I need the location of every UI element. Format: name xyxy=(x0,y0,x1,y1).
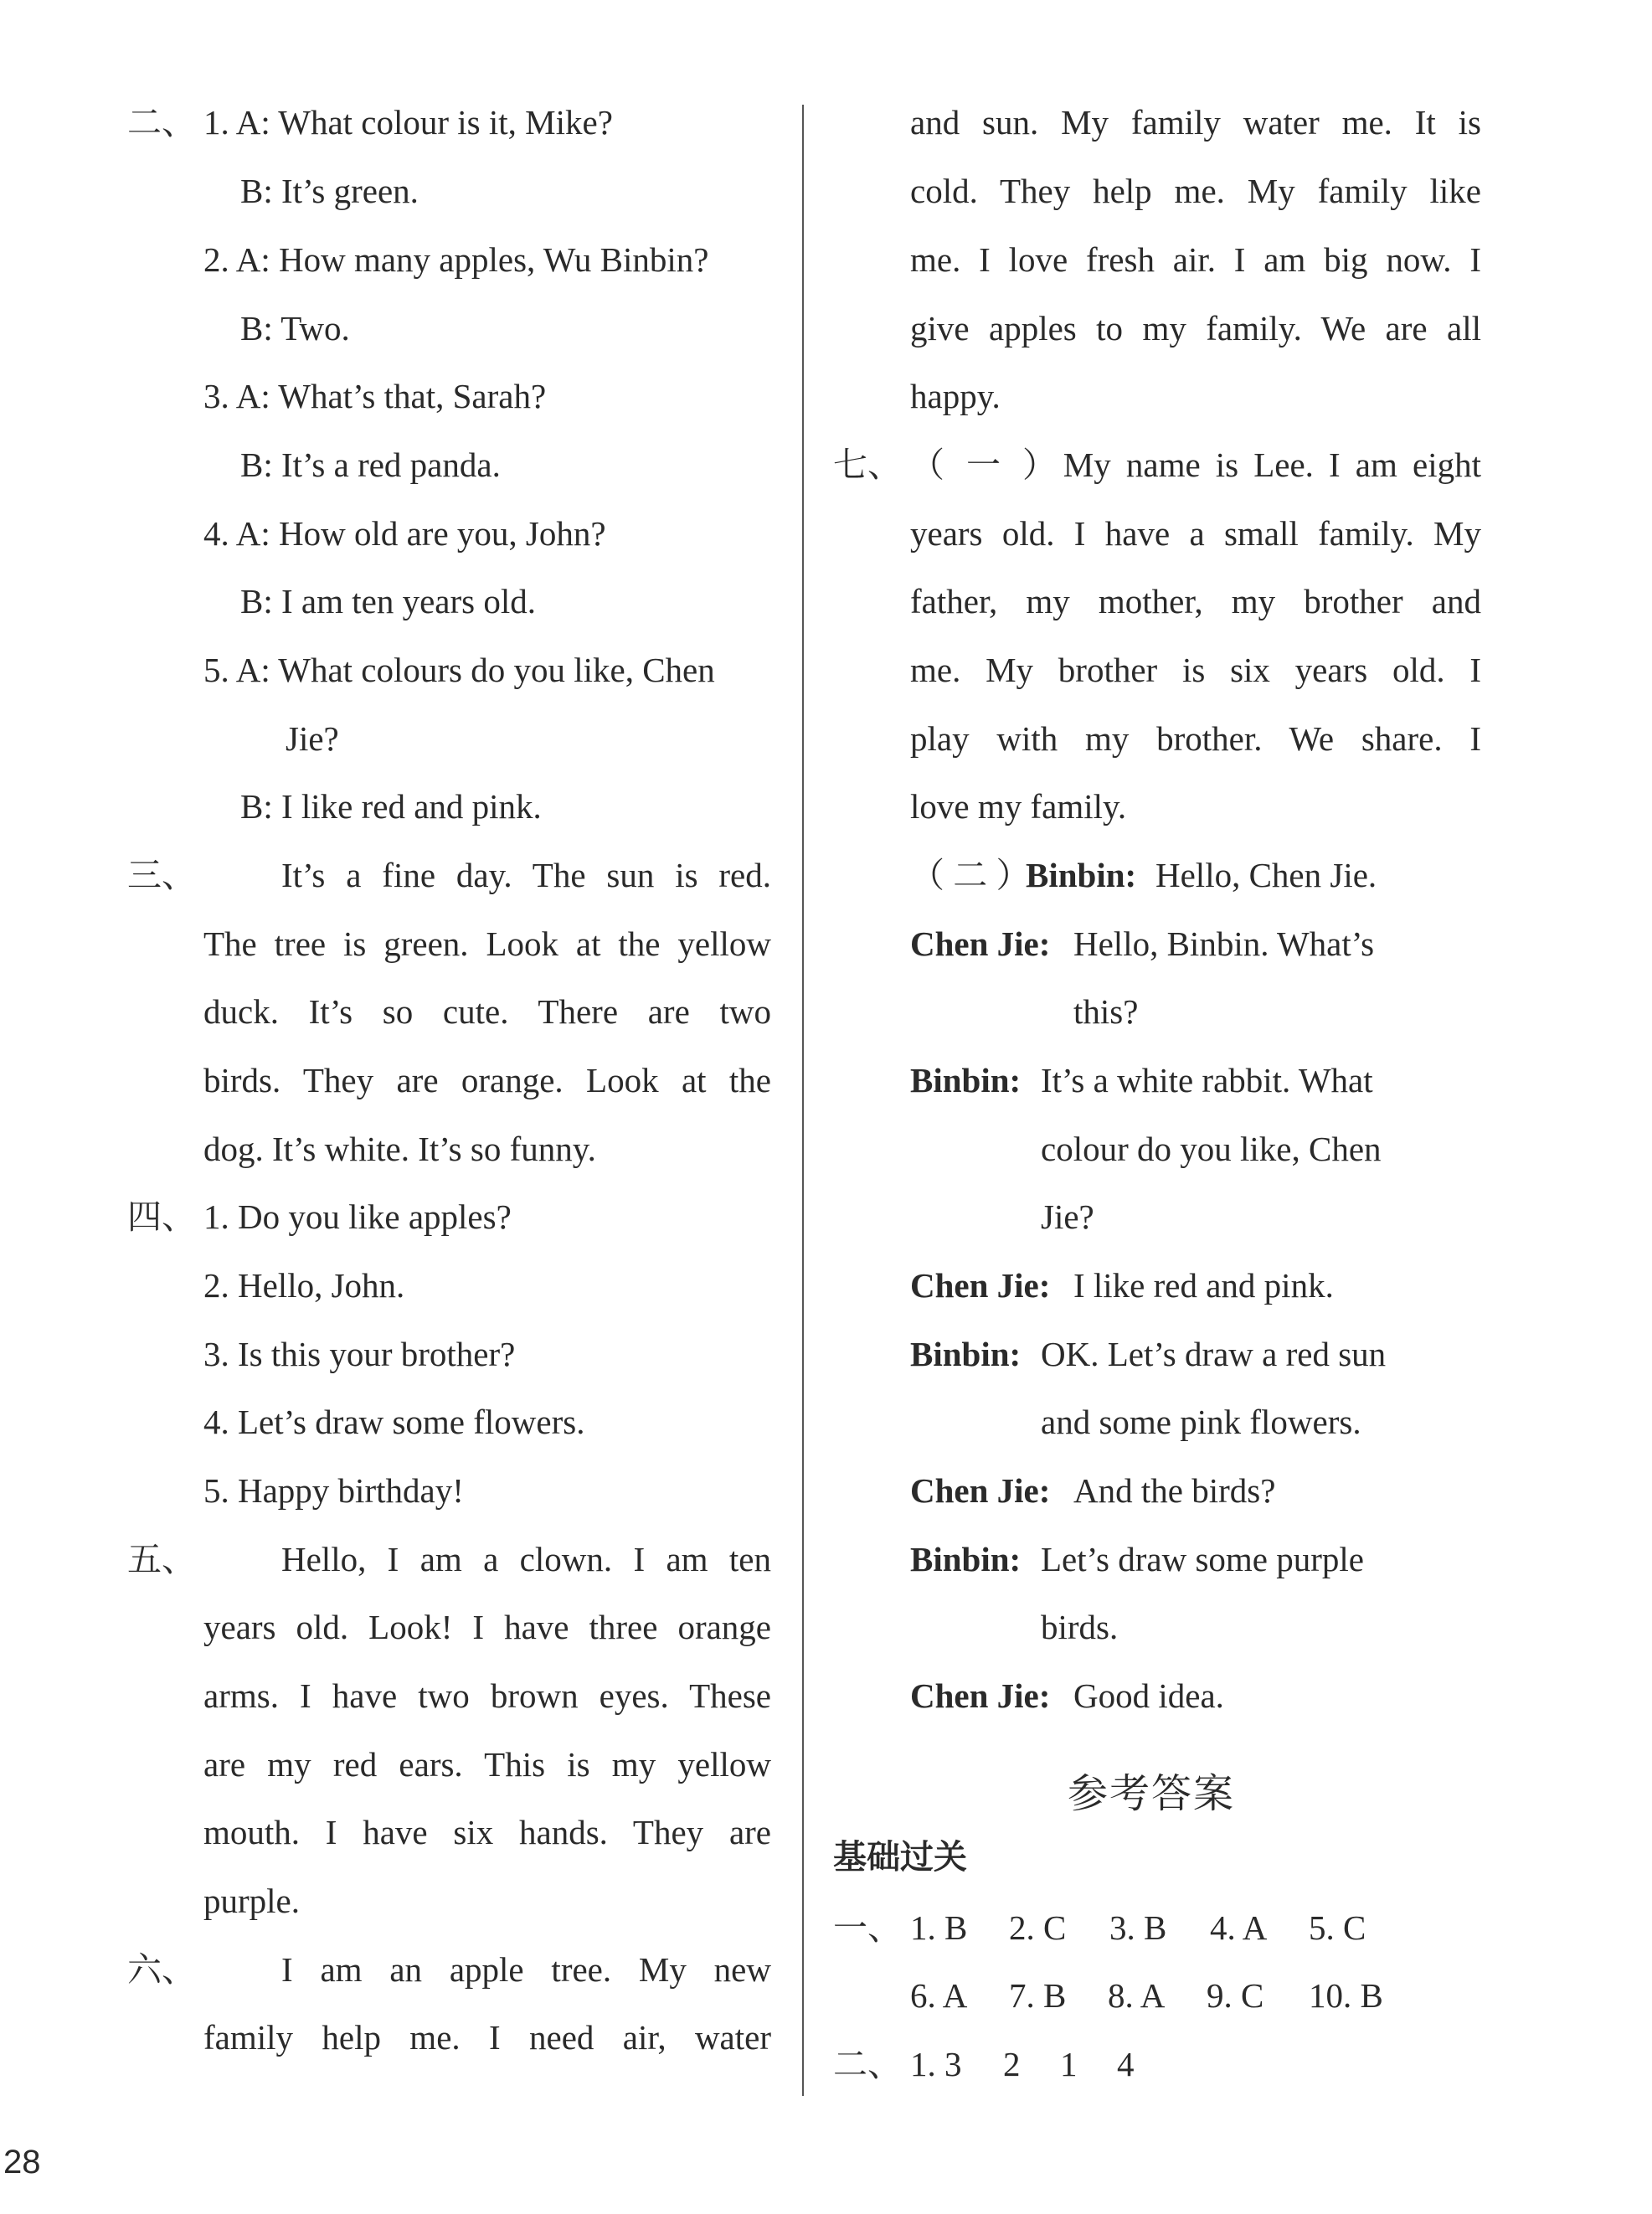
section-6-marker: 六、 xyxy=(127,1950,196,1989)
answer-1-marker: 一、 xyxy=(833,1908,902,1947)
dialogue-line: Hello, Chen Jie. xyxy=(1155,856,1377,894)
s2-line-2: B: It’s green. xyxy=(240,172,419,210)
s4-line-2: 2. Hello, John. xyxy=(203,1266,405,1305)
s3-line-2: The tree is green. Look at the yellow xyxy=(203,924,771,963)
s6-cont-line-3: me. I love fresh air. I am big now. I xyxy=(910,240,1481,279)
section-3-marker: 三、 xyxy=(127,856,196,894)
s2-line-6: B: It’s a red panda. xyxy=(240,445,501,484)
section-2-marker: 二、 xyxy=(127,103,196,142)
s7-2-marker: （ 二 ） xyxy=(910,856,1031,894)
s5-line-2: years old. Look! I have three orange xyxy=(203,1608,771,1646)
s2-line-9: 5. A: What colours do you like, Chen xyxy=(203,651,715,689)
answer-item: 1. B xyxy=(910,1908,968,1947)
dialogue-line: It’s a white rabbit. What xyxy=(1041,1061,1373,1099)
s6-cont-line-4: give apples to my family. We are all xyxy=(910,309,1481,348)
s3-line-4: birds. They are orange. Look at the xyxy=(203,1061,771,1099)
s2-line-1: 1. A: What colour is it, Mike? xyxy=(203,103,613,142)
dialogue-speaker: Chen Jie: xyxy=(910,1266,1051,1305)
s2-line-11: B: I like red and pink. xyxy=(240,787,542,826)
answer-item: 10. B xyxy=(1309,1976,1383,2015)
dialogue-speaker: Chen Jie: xyxy=(910,1676,1051,1715)
dialogue-speaker: Chen Jie: xyxy=(910,924,1051,963)
dialogue-speaker: Binbin: xyxy=(910,1335,1022,1373)
s5-line-4: are my red ears. This is my yellow xyxy=(203,1745,771,1784)
dialogue-speaker: Chen Jie: xyxy=(910,1471,1051,1510)
answer-item: 9. C xyxy=(1207,1976,1264,2015)
dialogue-line: colour do you like, Chen xyxy=(1041,1130,1382,1168)
s6-line-2: family help me. I need air, water xyxy=(203,2018,771,2057)
s2-line-8: B: I am ten years old. xyxy=(240,582,536,620)
s7-1-line-2: years old. I have a small family. My xyxy=(910,514,1481,553)
s2-line-5: 3. A: What’s that, Sarah? xyxy=(203,377,547,415)
s3-line-5: dog. It’s white. It’s so funny. xyxy=(203,1130,596,1168)
s3-line-3: duck. It’s so cute. There are two xyxy=(203,992,771,1031)
dialogue-line: OK. Let’s draw a red sun xyxy=(1041,1335,1387,1373)
s6-cont-line-1: and sun. My family water me. It is xyxy=(910,103,1481,142)
column-divider xyxy=(802,105,804,2096)
s2-line-7: 4. A: How old are you, John? xyxy=(203,514,606,553)
answer-item: 4 xyxy=(1117,2045,1135,2083)
answer-key-subtitle: 基础过关 xyxy=(833,1838,967,1877)
answer-item: 1 xyxy=(1060,2045,1078,2083)
answer-item: 2. C xyxy=(1009,1908,1067,1947)
answer-item: 5. C xyxy=(1309,1908,1366,1947)
answer-item: 4. A xyxy=(1210,1908,1268,1947)
dialogue-line: I like red and pink. xyxy=(1073,1266,1334,1305)
section-4-marker: 四、 xyxy=(127,1197,196,1236)
s5-line-5: mouth. I have six hands. They are xyxy=(203,1813,771,1851)
s4-line-1: 1. Do you like apples? xyxy=(203,1197,512,1236)
s2-line-10: Jie? xyxy=(286,719,339,758)
page-number: 28 xyxy=(3,2144,41,2181)
answer-2-marker: 二、 xyxy=(833,2045,902,2083)
dialogue-speaker: Binbin: xyxy=(910,1540,1022,1578)
dialogue-speaker: Binbin: xyxy=(1026,856,1137,894)
dialogue-line: birds. xyxy=(1041,1608,1119,1646)
s4-line-5: 5. Happy birthday! xyxy=(203,1471,464,1510)
s3-line-1: It’s a fine day. The sun is red. xyxy=(281,856,771,894)
dialogue-line: and some pink flowers. xyxy=(1041,1403,1361,1441)
s7-1-line-3: father, my mother, my brother and xyxy=(910,582,1481,620)
s5-line-1: Hello, I am a clown. I am ten xyxy=(281,1540,771,1578)
dialogue-line: this? xyxy=(1073,992,1139,1031)
answer-key-title: 参考答案 xyxy=(1068,1770,1236,1817)
answer-item: 6. A xyxy=(910,1976,968,2015)
s7-1-line-4: me. My brother is six years old. I xyxy=(910,651,1481,689)
s7-1-line-5: play with my brother. We share. I xyxy=(910,719,1481,758)
s6-cont-line-2: cold. They help me. My family like xyxy=(910,172,1481,210)
section-7-marker: 七、 xyxy=(833,445,902,484)
section-5-marker: 五、 xyxy=(127,1540,196,1578)
s5-line-6: purple. xyxy=(203,1882,300,1920)
s4-line-4: 4. Let’s draw some flowers. xyxy=(203,1403,585,1441)
s7-1-line-6: love my family. xyxy=(910,787,1127,826)
dialogue-speaker: Binbin: xyxy=(910,1061,1022,1099)
dialogue-line: And the birds? xyxy=(1073,1471,1276,1510)
s7-1-line-1: （ 一 ）My name is Lee. I am eight xyxy=(910,445,1481,484)
dialogue-line: Good idea. xyxy=(1073,1676,1224,1715)
answer-item: 8. A xyxy=(1108,1976,1166,2015)
s5-line-3: arms. I have two brown eyes. These xyxy=(203,1676,771,1715)
s6-cont-line-5: happy. xyxy=(910,377,1001,415)
s4-line-3: 3. Is this your brother? xyxy=(203,1335,516,1373)
s2-line-3: 2. A: How many apples, Wu Binbin? xyxy=(203,240,709,279)
dialogue-line: Let’s draw some purple xyxy=(1041,1540,1364,1578)
s6-line-1: I am an apple tree. My new xyxy=(281,1950,771,1989)
s2-line-4: B: Two. xyxy=(240,309,350,348)
dialogue-line: Jie? xyxy=(1041,1197,1094,1236)
dialogue-line: Hello, Binbin. What’s xyxy=(1073,924,1375,963)
answer-item: 2 xyxy=(1003,2045,1021,2083)
answer-item: 1. 3 xyxy=(910,2045,962,2083)
answer-item: 3. B xyxy=(1109,1908,1167,1947)
answer-item: 7. B xyxy=(1009,1976,1067,2015)
